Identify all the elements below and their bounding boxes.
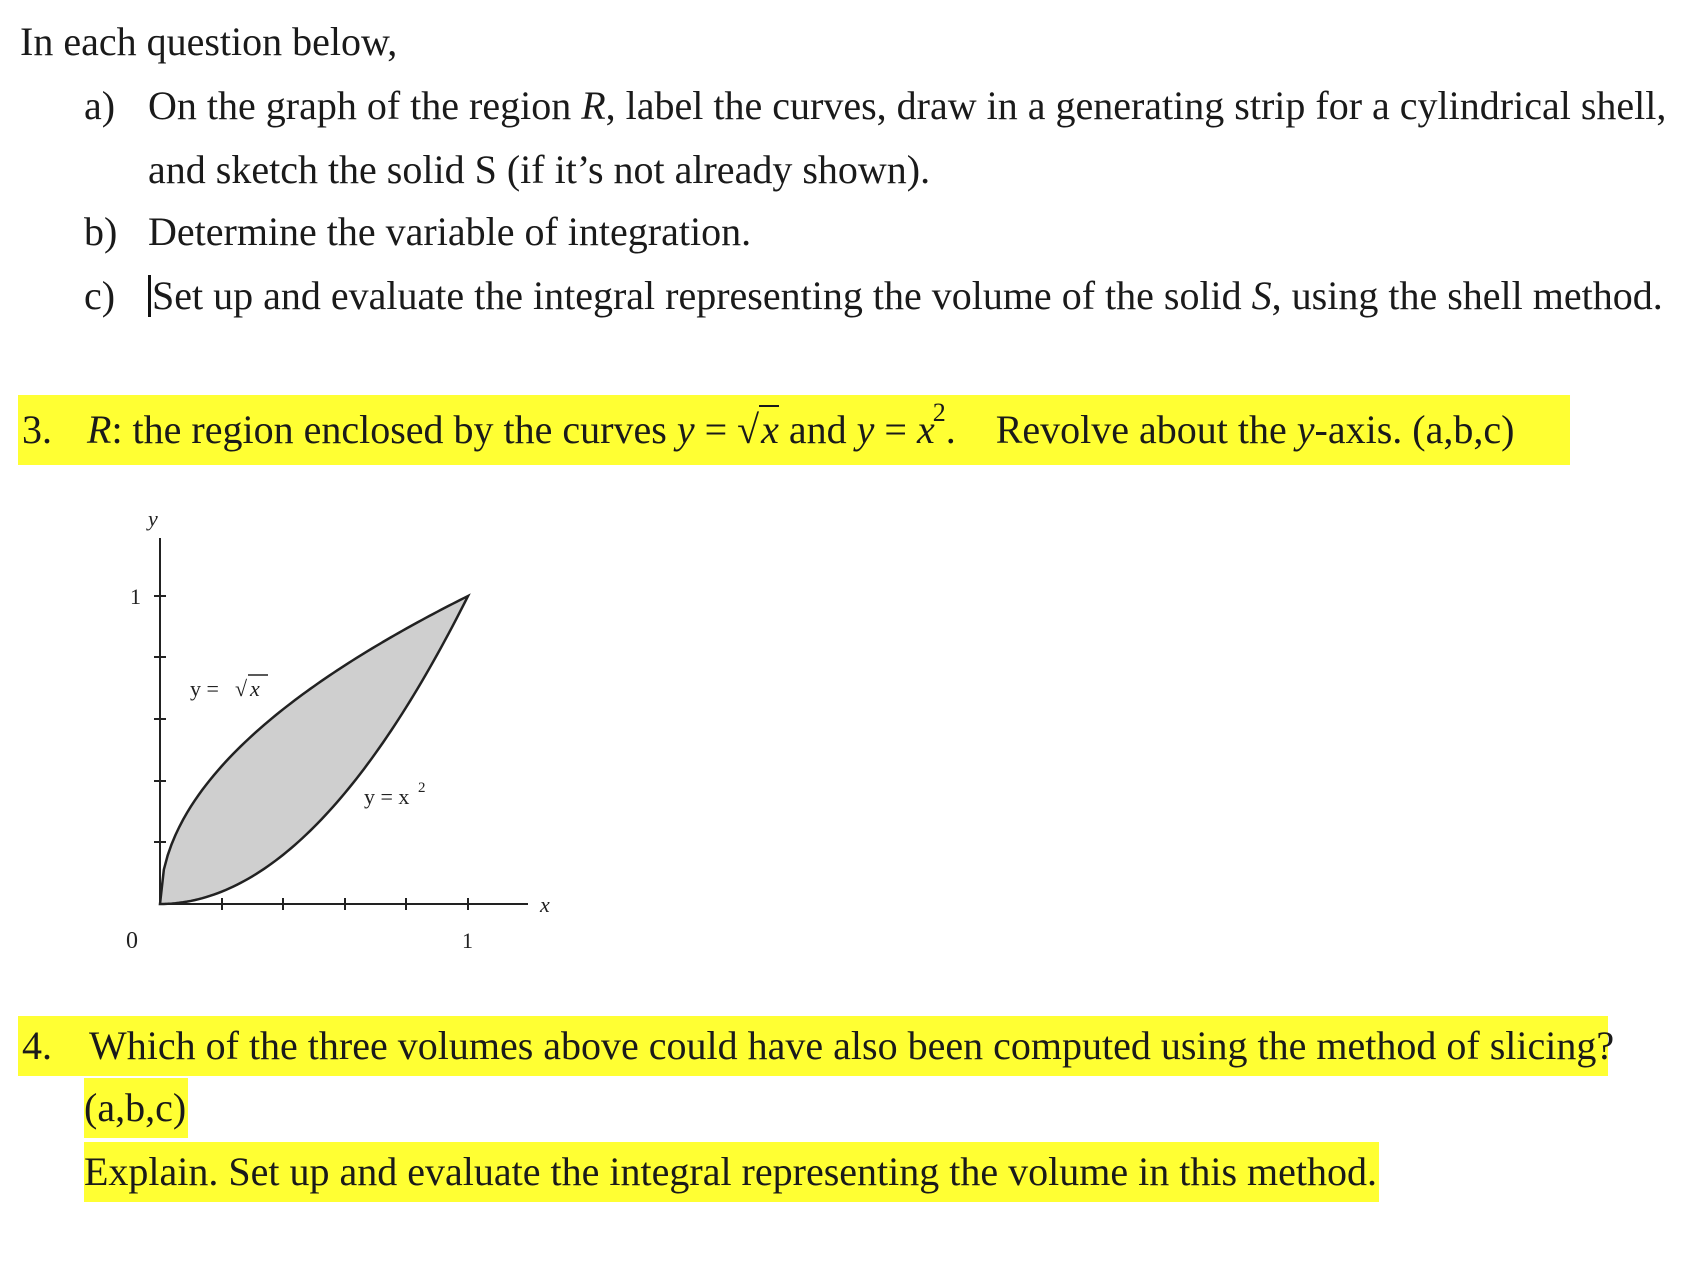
item-b-label: b): [84, 209, 118, 254]
item-a-text-1: On the graph of the region: [148, 83, 572, 128]
question-3-eq2: =: [884, 407, 907, 452]
item-c-text-a: Set up and evaluate the integral representing the volume of the solid: [152, 273, 1242, 318]
question-3-sqrt-arg: x: [761, 407, 779, 452]
upper-curve-prefix: y =: [190, 676, 219, 701]
sqrt-symbol: √: [737, 407, 760, 452]
origin-label: 0: [126, 928, 138, 954]
item-a-text-1b: , label the curves, draw in a generating strip for a cylindrical shell,: [605, 83, 1667, 128]
upper-curve-arg: x: [250, 676, 260, 701]
item-a-label: a): [84, 83, 116, 128]
y-tick-label-1: 1: [130, 584, 141, 609]
text-cursor: [148, 275, 151, 317]
item-a-line2: and sketch the solid S (if it’s not already shown).: [148, 147, 931, 192]
item-b: [84, 208, 751, 255]
intro-text: In each question below,: [20, 19, 398, 64]
x-axis-label: x: [540, 892, 550, 917]
lower-curve-text: y = x: [364, 784, 410, 809]
question-4-line1: [18, 1016, 1615, 1076]
item-a: [84, 82, 1666, 129]
question-3-text-b: Revolve about the: [995, 407, 1287, 452]
question-3-and: and: [788, 407, 847, 452]
question-4-line3: Explain. Set up and evaluate the integral representing the volume in this method.: [84, 1142, 1379, 1202]
question-3-y2: y: [856, 407, 875, 452]
question-3-x: x: [916, 407, 935, 452]
question-3-number: 3.: [22, 407, 52, 452]
question-3-axis-var: y: [1296, 407, 1315, 452]
question-3-exp: 2: [932, 398, 946, 427]
sqrt-glyph: √: [235, 676, 248, 701]
question-3-text-a: : the region enclosed by the curves: [111, 407, 667, 452]
question-3-text-c: -axis. (a,b,c): [1314, 407, 1515, 452]
item-b-text: Determine the variable of integration.: [148, 209, 752, 254]
question-3-y1: y: [676, 407, 695, 452]
item-a-region-var: R: [581, 83, 606, 128]
upper-curve-label: [190, 675, 268, 701]
question-3-period: .: [945, 407, 956, 452]
item-c-text-b: , using the shell method.: [1271, 273, 1663, 318]
question-4-number: 4.: [22, 1023, 52, 1068]
x-tick-label-1: 1: [462, 928, 473, 953]
question-4-text-1: Which of the three volumes above could have also been computed using the method of slicing?: [89, 1023, 1615, 1068]
question-4-line2: (a,b,c): [84, 1078, 188, 1138]
question-3-region-var: R: [87, 407, 112, 452]
question-3: [18, 395, 1570, 465]
item-c-solid-var: S: [1251, 273, 1272, 318]
shaded-region: [160, 596, 468, 904]
region-graph: [100, 500, 580, 960]
lower-curve-label: [364, 780, 426, 809]
lower-curve-exp: 2: [418, 780, 426, 796]
y-axis-label: y: [148, 506, 158, 531]
question-3-eq1: =: [704, 407, 728, 452]
item-c: [84, 272, 1663, 319]
item-c-label: c): [84, 273, 116, 318]
